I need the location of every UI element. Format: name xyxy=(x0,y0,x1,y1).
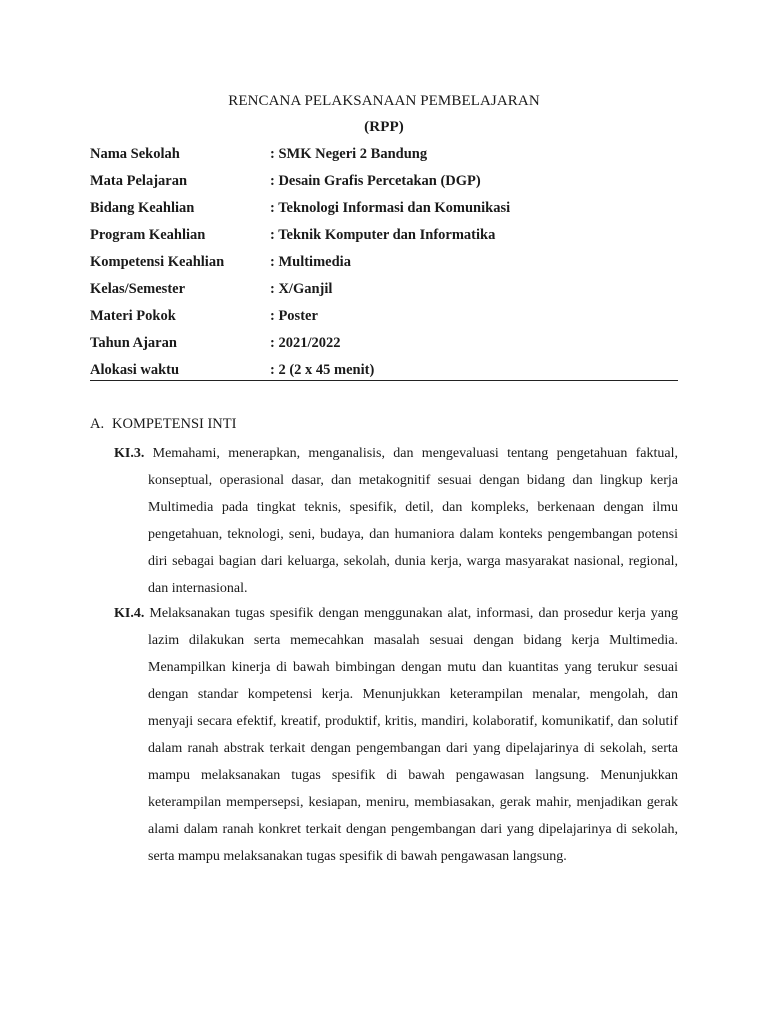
info-value: : SMK Negeri 2 Bandung xyxy=(270,146,428,162)
info-label: Materi Pokok xyxy=(90,308,176,324)
info-label: Tahun Ajaran xyxy=(90,335,177,351)
horizontal-divider xyxy=(90,380,678,381)
info-row-tahun-ajaran xyxy=(90,335,678,362)
info-value: : Desain Grafis Percetakan (DGP) xyxy=(270,173,481,189)
info-row-kompetensi-keahlian xyxy=(90,254,678,281)
identity-table xyxy=(90,146,678,389)
info-value: : 2021/2022 xyxy=(270,335,341,351)
section-title: KOMPETENSI INTI xyxy=(112,416,237,432)
ki-4-code: KI.4. xyxy=(114,606,145,621)
info-row-program-keahlian xyxy=(90,227,678,254)
info-row-alokasi-waktu xyxy=(90,362,678,389)
ki-3-text: Memahami, menerapkan, menganalisis, dan mengevaluasi tentang pengetahuan faktual, konseptual, operasional dasar, dan metakognitif sesuai dengan bidang dan lingkup kerja Multimedia pada tingkat teknis, spesifik, detil, dan kompleks, berkenaan dengan ilmu pengetahuan, teknologi, seni, budaya, dan humaniora dalam konteks pengembangan potensi diri sebagai bagian dari keluarga, sekolah, dunia kerja, warga masyarakat nasional, regional, dan internasional. xyxy=(148,446,678,596)
info-label: Program Keahlian xyxy=(90,227,206,243)
info-value: : 2 (2 x 45 menit) xyxy=(270,362,375,378)
section-heading-kompetensi-inti xyxy=(90,416,236,433)
ki-3-code: KI.3. xyxy=(114,446,145,461)
document-title: RENCANA PELAKSANAAN PEMBELAJARAN xyxy=(228,93,540,109)
ki-4-paragraph xyxy=(114,600,678,870)
info-row-bidang-keahlian xyxy=(90,200,678,227)
info-row-materi-pokok xyxy=(90,308,678,335)
section-letter: A. xyxy=(90,416,105,432)
info-label: Kelas/Semester xyxy=(90,281,186,297)
info-value: : Multimedia xyxy=(270,254,351,270)
info-row-nama-sekolah xyxy=(90,146,678,173)
info-value: : Teknik Komputer dan Informatika xyxy=(270,227,496,243)
info-label: Alokasi waktu xyxy=(90,362,180,378)
info-value: : Teknologi Informasi dan Komunikasi xyxy=(270,200,511,216)
document-subtitle: (RPP) xyxy=(364,119,404,135)
info-value: : X/Ganjil xyxy=(270,281,333,297)
info-row-mata-pelajaran xyxy=(90,173,678,200)
ki-3-paragraph xyxy=(114,440,678,602)
info-label: Nama Sekolah xyxy=(90,146,180,162)
info-label: Kompetensi Keahlian xyxy=(90,254,225,270)
info-label: Mata Pelajaran xyxy=(90,173,188,189)
info-label: Bidang Keahlian xyxy=(90,200,195,216)
info-value: : Poster xyxy=(270,308,318,324)
info-row-kelas-semester xyxy=(90,281,678,308)
ki-4-text: Melaksanakan tugas spesifik dengan menggunakan alat, informasi, dan prosedur kerja yang lazim dilakukan serta memecahkan masalah sesuai dengan bidang kerja Multimedia. Menampilkan kinerja di bawah bimbingan dengan mutu dan kuantitas yang terukur sesuai dengan standar kompetensi kerja. Menunjukkan keterampilan menalar, mengolah, dan menyaji secara efektif, kreatif, produktif, kritis, mandiri, kolaboratif, komunikatif, dan solutif dalam ranah abstrak terkait dengan pengembangan dari yang dipelajarinya di sekolah, serta mampu melaksanakan tugas spesifik di bawah pengawasan langsung. Menunjukkan keterampilan mempersepsi, kesiapan, meniru, membiasakan, gerak mahir, menjadikan gerak alami dalam ranah konkret terkait dengan pengembangan dari yang dipelajarinya di sekolah, serta mampu melaksanakan tugas spesifik di bawah pengawasan langsung. xyxy=(148,606,678,864)
